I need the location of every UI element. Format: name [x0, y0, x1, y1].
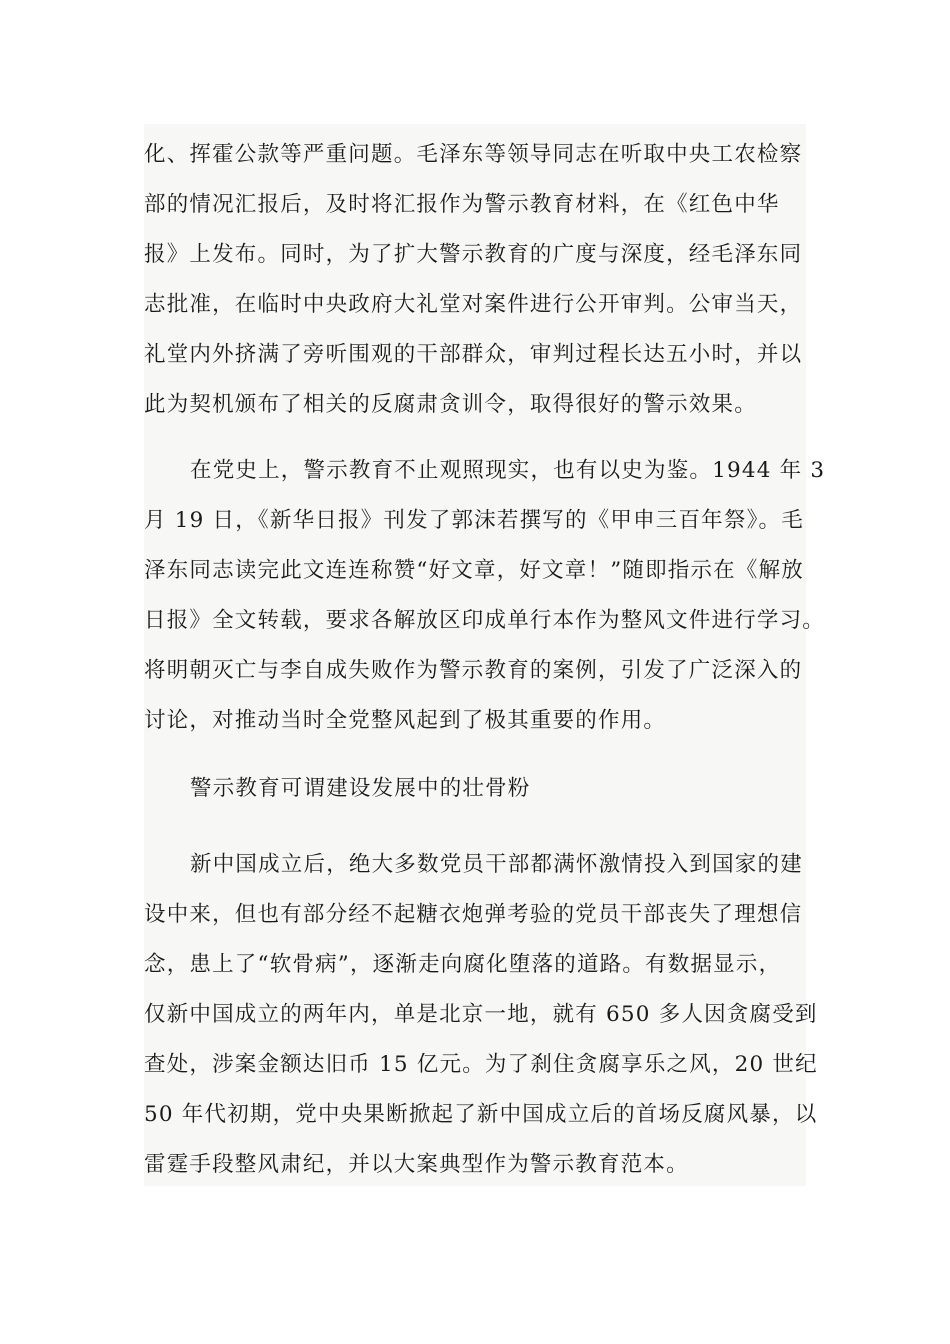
section-heading — [144, 764, 806, 814]
paragraph-line: 报》上发布。同时，为了扩大警示教育的广度与深度，经毛泽东同 — [144, 242, 803, 267]
paragraph-1 — [144, 130, 806, 430]
paragraph-line: 月 19 日，《新华日报》刊发了郭沫若撰写的《甲申三百年祭》。毛 — [144, 508, 804, 533]
paragraph-line: 50 年代初期，党中央果断掀起了新中国成立后的首场反腐风暴，以 — [144, 1102, 818, 1127]
paragraph-line: 化、挥霍公款等严重问题。毛泽东等领导同志在听取中央工农检察 — [144, 142, 803, 167]
paragraph-line: 仅新中国成立的两年内，单是北京一地，就有 650 多人因贪腐受到 — [144, 1002, 818, 1027]
paragraph-line: 查处，涉案金额达旧币 15 亿元。为了刹住贪腐享乐之风，20 世纪 — [144, 1052, 818, 1077]
paragraph-line: 雷霆手段整风肃纪，并以大案典型作为警示教育范本。 — [144, 1152, 689, 1177]
paragraph-line: 讨论，对推动当时全党整风起到了极其重要的作用。 — [144, 708, 667, 733]
paragraph-line: 新中国成立后，绝大多数党员干部都满怀激情投入到国家的建 — [190, 852, 803, 877]
paragraph-line: 日报》全文转载，要求各解放区印成单行本作为整风文件进行学习。 — [144, 608, 826, 633]
paragraph-line: 泽东同志读完此文连连称赞“好文章，好文章！”随即指示在《解放 — [144, 558, 804, 583]
paragraph-line: 志批准，在临时中央政府大礼堂对案件进行公开审判。公审当天， — [144, 292, 803, 317]
paragraph-line: 在党史上，警示教育不止观照现实，也有以史为鉴。1944 年 3 — [190, 458, 826, 483]
paragraph-line: 设中来，但也有部分经不起糖衣炮弹考验的党员干部丧失了理想信 — [144, 902, 803, 927]
article-body — [144, 124, 826, 1186]
paragraph-line: 念，患上了“软骨病”，逐渐走向腐化堕落的道路。有数据显示， — [144, 952, 782, 977]
paragraph-2 — [144, 446, 826, 746]
section-heading-text: 警示教育可谓建设发展中的壮骨粉 — [190, 776, 531, 801]
paragraph-line: 礼堂内外挤满了旁听围观的干部群众，审判过程长达五小时，并以 — [144, 342, 803, 367]
paragraph-line: 此为契机颁布了相关的反腐肃贪训令，取得很好的警示效果。 — [144, 392, 757, 417]
paragraph-3 — [144, 840, 818, 1190]
paragraph-line: 将明朝灭亡与李自成失败作为警示教育的案例，引发了广泛深入的 — [144, 658, 803, 683]
paragraph-line: 部的情况汇报后，及时将汇报作为警示教育材料，在《红色中华 — [144, 192, 780, 217]
